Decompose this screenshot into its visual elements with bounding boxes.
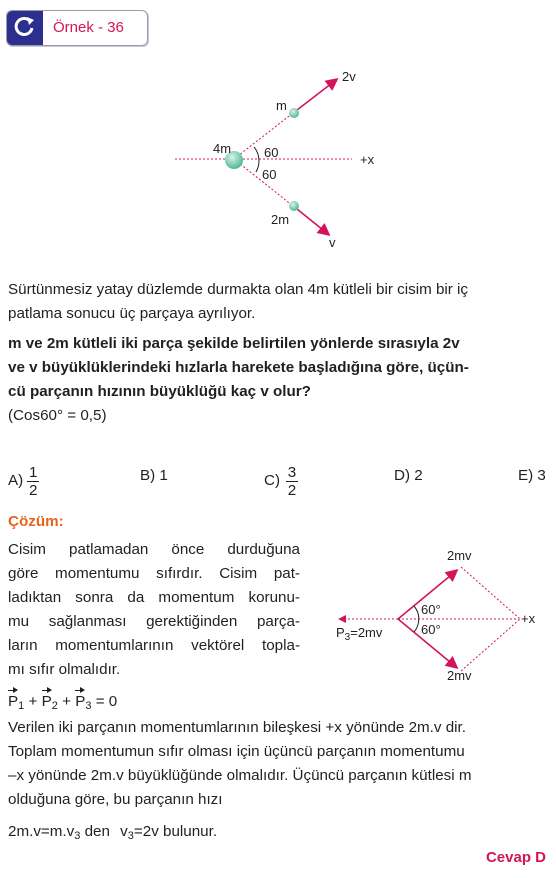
label-2v: 2v <box>342 69 356 84</box>
solution-line: göre momentumu sıfırdır. Cisim pat- <box>8 565 300 582</box>
solution-full-1: Verilen iki parçanın momentumlarının bileşkesi +x yönünde 2m.v dir. <box>8 719 466 736</box>
label-p3: $P_3=2mv$ <box>336 625 383 643</box>
option-b[interactable] <box>140 464 168 488</box>
option-d-letter: D) <box>394 467 411 484</box>
option-e-value: 3 <box>537 467 546 484</box>
solution-full-2: Toplam momentumun sıfır olması için üçüncü parçanın momentumu <box>8 743 465 760</box>
option-c-fraction <box>286 464 298 499</box>
solution-line: Cisim patlamadan önce durduğuna <box>8 541 300 558</box>
momentum-vector-diagram <box>328 560 528 678</box>
label-4m: 4m <box>213 141 232 156</box>
option-c-letter: C) <box>264 471 281 489</box>
option-a[interactable] <box>8 462 39 499</box>
mass-2m-ball <box>289 201 299 211</box>
solution-left-block <box>8 538 300 682</box>
momentum-equation: $P_1 + P_2 + P_3 = 0$ <box>8 690 117 718</box>
angle-label-down: 60 <box>262 167 277 182</box>
angle-label-up-2: 60° <box>421 602 441 617</box>
solution-line: mı sıfır olmalıdır. <box>8 661 121 678</box>
given-cos: (Cos60° = 0,5) <box>8 407 107 424</box>
option-b-value: 1 <box>159 467 168 484</box>
answer-label: Cevap D <box>485 849 546 866</box>
question-line-1: Sürtünmesiz yatay düzlemde durmakta olan 4m kütleli bir cisim bir iç <box>8 281 469 298</box>
angle-label-down-2: 60° <box>421 622 441 637</box>
label-2m: 2m <box>271 212 290 227</box>
solution-line: mu sağlanması gerektiğinden parça- <box>8 613 300 630</box>
question-bold-2: ve v büyüklüklerindeki hızlarla harekete başladığına göre, üçün- <box>8 359 469 376</box>
velocity-arrow-down <box>297 209 328 234</box>
solution-final: $2m.v=m.v_3$ den $v_3=2v$ bulunur. <box>8 823 218 842</box>
option-a-den: 2 <box>28 482 38 499</box>
velocity-arrow-up <box>297 80 336 110</box>
solution-full-4: olduğuna göre, bu parçanın hızı <box>8 791 223 808</box>
option-c[interactable] <box>264 462 298 499</box>
label-m: m <box>276 98 287 113</box>
option-a-letter: A) <box>8 471 24 489</box>
solution-line: ladıktan sonra da momentum korunu- <box>8 589 300 606</box>
label-plus-x: +x <box>360 152 375 167</box>
example-icon <box>7 11 43 45</box>
vector-p2: P <box>42 690 52 714</box>
vector-p3: P <box>75 690 85 714</box>
option-d-value: 2 <box>414 467 423 484</box>
option-a-num: 1 <box>28 464 38 481</box>
example-title: Örnek - 36 <box>53 19 124 36</box>
option-c-den: 2 <box>287 482 297 499</box>
angle-label-up: 60 <box>264 145 279 160</box>
option-b-letter: B) <box>140 467 156 484</box>
solution-line: ların momentumlarının vektörel topla- <box>8 637 300 654</box>
example-badge <box>6 10 148 46</box>
option-d[interactable] <box>394 464 423 488</box>
parallelogram-top <box>461 567 520 619</box>
question-bold-1: m ve 2m kütleli iki parça şekilde belirtilen yönlerde sırasıyla 2v <box>8 335 460 352</box>
question-bold-3: cü parçanın hızının büyüklüğü kaç v olur? <box>8 383 311 400</box>
option-c-num: 3 <box>287 464 297 481</box>
option-a-fraction <box>27 464 39 499</box>
label-bottom-2mv: 2mv <box>447 668 472 683</box>
option-e-letter: E) <box>518 467 534 484</box>
label-top-2mv: 2mv <box>447 548 472 563</box>
circle-arrow-icon <box>7 11 43 45</box>
mass-m-ball <box>289 108 299 118</box>
parallelogram-bottom <box>461 619 520 671</box>
label-v: v <box>329 235 336 250</box>
option-e[interactable] <box>518 464 546 488</box>
label-plus-x-2: +x <box>521 611 536 626</box>
solution-title: Çözüm: <box>8 513 64 530</box>
vector-p1: P <box>8 690 18 714</box>
question-line-2: patlama sonucu üç parçaya ayrılıyor. <box>8 305 256 322</box>
solution-full-3: –x yönünde 2m.v büyüklüğünde olmalıdır. Üçüncü parçanın kütlesi m <box>8 767 472 784</box>
